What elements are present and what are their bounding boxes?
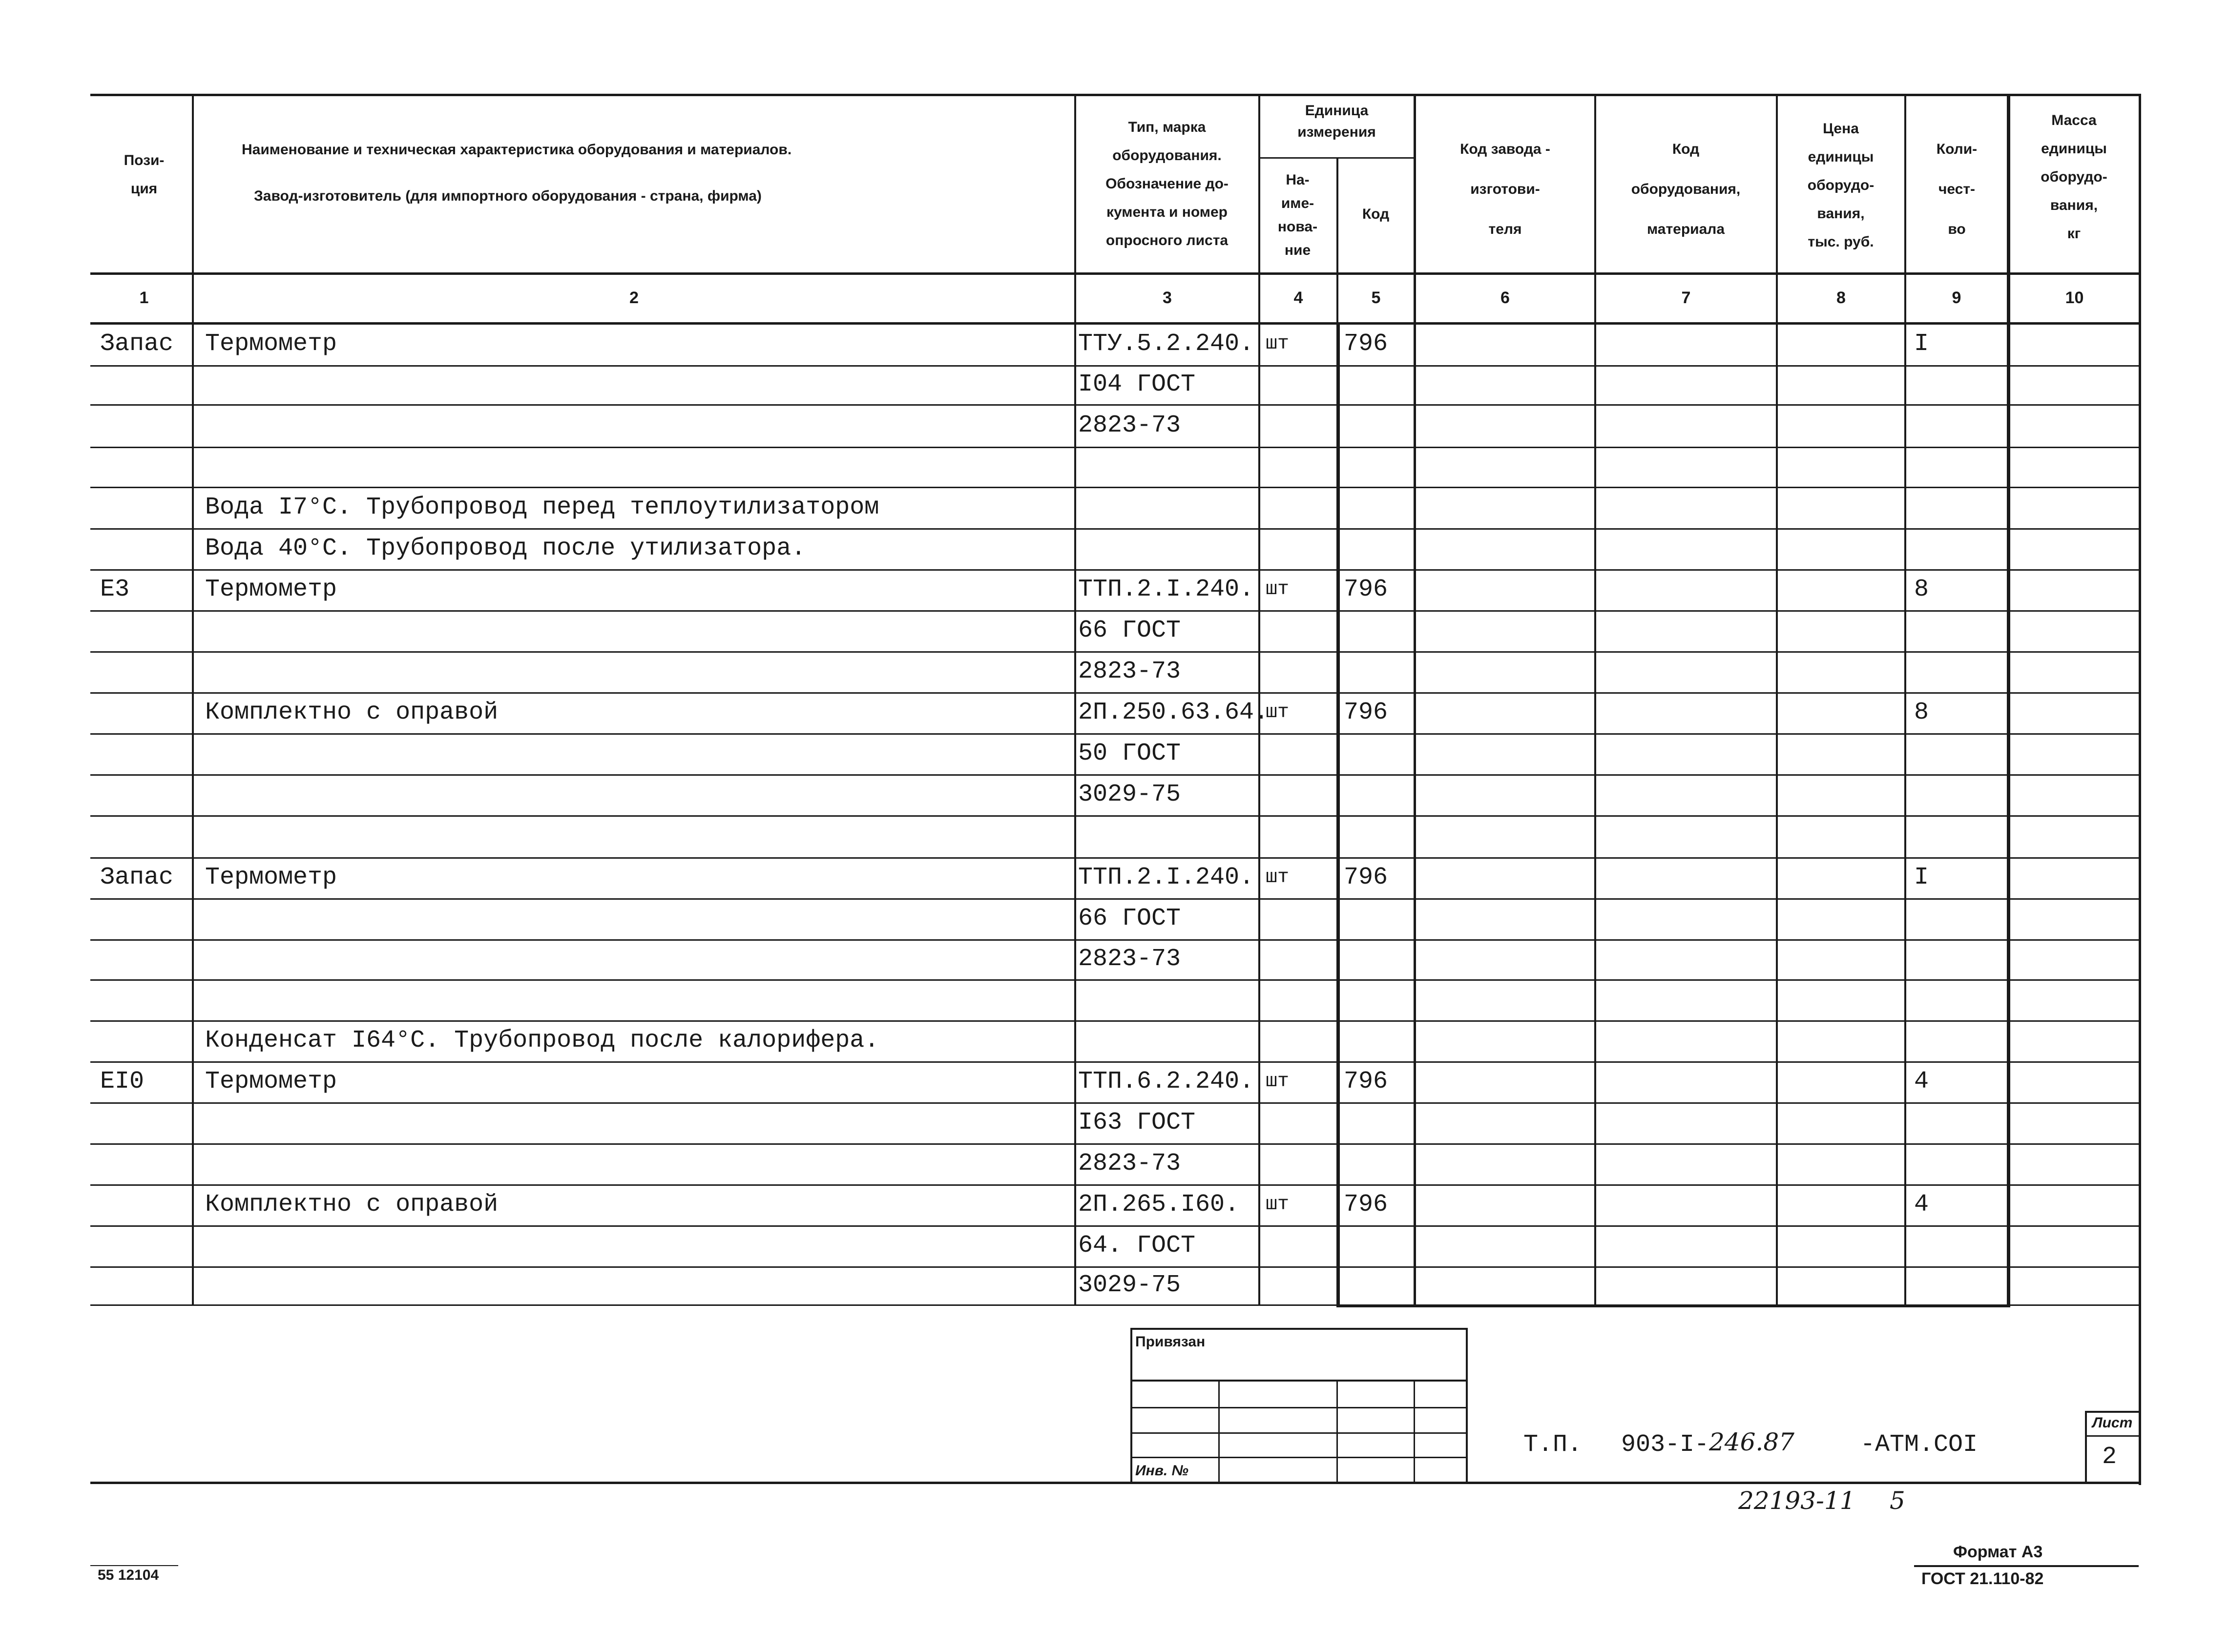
cell-unit: шт — [1266, 333, 1290, 355]
unit-group-divider — [1258, 157, 1414, 159]
handwritten-copy-number: 5 — [1890, 1487, 1905, 1515]
cell-qty: I — [1914, 330, 1929, 358]
cell-code: 796 — [1344, 864, 1388, 891]
stamp-privyazan-label: Привязан — [1135, 1334, 1206, 1350]
header-unit-mass: Масса единицы оборудо- вания, кг — [2041, 112, 2107, 242]
row-separator-4 — [90, 487, 2139, 488]
row-separator-23 — [90, 1266, 2139, 1268]
stamp-left-border — [1130, 1328, 1132, 1483]
column-number-9: 9 — [1952, 289, 1961, 307]
cell-type: 3029-75 — [1078, 781, 1181, 808]
row-separator-6 — [90, 569, 2139, 571]
row-separator-3 — [90, 447, 2139, 448]
document-number-handwritten: 246.87 — [1709, 1428, 1794, 1456]
cell-pos: ЕI0 — [100, 1068, 145, 1095]
row-separator-19 — [90, 1102, 2139, 1104]
format-label: Формат А3 — [1953, 1543, 2043, 1561]
row-separator-14 — [90, 898, 2139, 900]
row-separator-5 — [90, 528, 2139, 530]
row-separator-22 — [90, 1225, 2139, 1227]
print-code: 55 12104 — [98, 1567, 159, 1583]
cell-name: Вода I7°С. Трубопровод перед теплоутилизатором — [205, 493, 879, 521]
col-divider-7 — [1776, 94, 1778, 1304]
column-number-5: 5 — [1371, 289, 1381, 307]
column-number-1: 1 — [139, 289, 149, 307]
stamp-col-2 — [1336, 1380, 1338, 1483]
col-divider-8 — [1904, 94, 1906, 1304]
row-separator-15 — [90, 939, 2139, 941]
header-quantity: Коли- чест- во — [1936, 141, 1978, 237]
column-numbers-bottom-border — [90, 322, 2139, 325]
cell-type: 2823-73 — [1078, 1150, 1181, 1177]
cell-code: 796 — [1344, 330, 1388, 358]
sheet-box-left — [2085, 1411, 2087, 1484]
cell-code: 796 — [1344, 576, 1388, 603]
stamp-top-border — [1130, 1328, 1467, 1330]
header-type: Тип, марка оборудования. Обозначение до- кумента и номер опросного листа — [1105, 119, 1229, 248]
column-number-2: 2 — [629, 289, 639, 307]
cell-pos: Запас — [100, 864, 174, 891]
sheet-box-divider — [2085, 1435, 2140, 1437]
cell-type: ТТП.2.I.240. — [1078, 864, 1254, 891]
cell-qty: I — [1914, 864, 1929, 891]
stamp-col-1 — [1218, 1380, 1220, 1483]
cell-unit: шт — [1266, 578, 1290, 600]
header-name-line2: Завод-изготовитель (для импортного оборудования - страна, фирма) — [254, 188, 762, 204]
table-top-border — [90, 94, 2141, 96]
cell-name: Комплектно с оправой — [205, 1191, 499, 1218]
cell-type: 3029-75 — [1078, 1271, 1181, 1299]
header-unit-code: Код — [1362, 206, 1390, 222]
col-divider-4-thick — [1336, 323, 1340, 1304]
column-number-10: 10 — [2065, 289, 2084, 307]
document-prefix: Т.П. — [1523, 1431, 1583, 1459]
cell-type: 66 ГОСТ — [1078, 617, 1181, 644]
cell-unit: шт — [1266, 867, 1290, 888]
column-number-8: 8 — [1836, 289, 1846, 307]
cell-qty: 8 — [1914, 699, 1929, 726]
header-factory-code: Код завода - изготови- теля — [1460, 141, 1550, 237]
row-separator-20 — [90, 1143, 2139, 1145]
column-number-7: 7 — [1681, 289, 1691, 307]
row-separator-13 — [90, 857, 2139, 859]
row-separator-1 — [90, 365, 2139, 367]
footer-rule — [1914, 1565, 2139, 1567]
cell-unit: шт — [1266, 1194, 1290, 1216]
stamp-row-1 — [1130, 1380, 1467, 1382]
cell-type: 2823-73 — [1078, 658, 1181, 685]
column-number-4: 4 — [1293, 289, 1303, 307]
sheet-box-top — [2085, 1411, 2140, 1413]
cell-type: 2823-73 — [1078, 411, 1181, 439]
header-position: Пози- ция — [124, 152, 165, 197]
row-separator-21 — [90, 1184, 2139, 1186]
cell-unit: шт — [1266, 702, 1290, 723]
stamp-right-border — [1466, 1328, 1468, 1483]
cell-type: 2823-73 — [1078, 945, 1181, 973]
row-separator-16 — [90, 979, 2139, 981]
row-separator-12 — [90, 815, 2139, 817]
header-unit-price: Цена единицы оборудо- вания, тыс. руб. — [1807, 121, 1875, 250]
cell-name: Термометр — [205, 1068, 337, 1095]
cell-code: 796 — [1344, 1191, 1388, 1218]
cell-name: Термометр — [205, 864, 337, 891]
header-unit-name: На- име- нова- ние — [1277, 172, 1318, 258]
row-separator-9 — [90, 692, 2139, 694]
document-number: 903-I- — [1621, 1431, 1709, 1459]
cell-pos: Е3 — [100, 576, 130, 603]
header-bottom-border — [90, 272, 2139, 275]
stamp-row-4 — [1130, 1457, 1467, 1458]
cell-type: 50 ГОСТ — [1078, 740, 1181, 767]
row-separator-24 — [90, 1304, 2139, 1306]
stamp-col-3 — [1414, 1380, 1415, 1483]
cell-code: 796 — [1344, 1068, 1388, 1095]
cell-unit: шт — [1266, 1071, 1290, 1093]
footer-left-rule — [90, 1565, 178, 1566]
header-unit-group: Единица измерения — [1297, 103, 1376, 140]
col-divider-6 — [1594, 94, 1596, 1304]
table-right-border — [2139, 94, 2141, 1485]
sheet-label: Лист — [2092, 1415, 2133, 1431]
col-divider-2 — [1074, 94, 1076, 1304]
header-name-line1: Наименование и техническая характеристика оборудования и материалов. — [242, 142, 792, 158]
cell-name: Комплектно с оправой — [205, 699, 499, 726]
row-separator-2 — [90, 404, 2139, 406]
cell-name: Вода 40°С. Трубопровод после утилизатора. — [205, 535, 806, 562]
row-separator-10 — [90, 733, 2139, 735]
header-equipment-code: Код оборудования, материала — [1631, 141, 1741, 237]
col-divider-5 — [1414, 94, 1416, 1304]
cell-type: I04 ГОСТ — [1078, 371, 1196, 398]
cell-type: ТТП.6.2.240. — [1078, 1068, 1254, 1095]
cell-qty: 4 — [1914, 1068, 1929, 1095]
cell-qty: 8 — [1914, 576, 1929, 603]
cell-pos: Запас — [100, 330, 174, 358]
cell-type: ТТУ.5.2.240. — [1078, 330, 1254, 358]
sheet-number: 2 — [2102, 1443, 2117, 1471]
cell-type: 64. ГОСТ — [1078, 1232, 1196, 1260]
cell-qty: 4 — [1914, 1191, 1929, 1218]
stamp-inventory-label: Инв. № — [1135, 1463, 1188, 1479]
stamp-row-3 — [1130, 1432, 1467, 1434]
stamp-row-2 — [1130, 1407, 1467, 1408]
document-suffix: -АТМ.COI — [1860, 1431, 1978, 1459]
title-block-bottom-border — [90, 1482, 2141, 1484]
column-number-6: 6 — [1500, 289, 1510, 307]
row-separator-8 — [90, 651, 2139, 653]
col-divider-9 — [2007, 94, 2010, 1304]
row-separator-18 — [90, 1061, 2139, 1063]
row-separator-11 — [90, 774, 2139, 776]
row-separator-7 — [90, 610, 2139, 612]
cell-type: I63 ГОСТ — [1078, 1109, 1196, 1136]
cell-type: 2П.250.63.64. — [1078, 699, 1269, 726]
row-separator-17 — [90, 1020, 2139, 1022]
cell-code: 796 — [1344, 699, 1388, 726]
cell-type: 66 ГОСТ — [1078, 905, 1181, 932]
cell-name: Конденсат I64°С. Трубопровод после калорифера. — [205, 1027, 879, 1054]
cell-name: Термометр — [205, 330, 337, 358]
cell-type: ТТП.2.I.240. — [1078, 576, 1254, 603]
cell-name: Термометр — [205, 576, 337, 603]
column-number-3: 3 — [1163, 289, 1172, 307]
col-divider-1 — [192, 94, 194, 1304]
standard-label: ГОСТ 21.110-82 — [1921, 1569, 2044, 1588]
cell-type: 2П.265.I60. — [1078, 1191, 1240, 1218]
handwritten-registration-number: 22193-11 — [1738, 1487, 1855, 1515]
